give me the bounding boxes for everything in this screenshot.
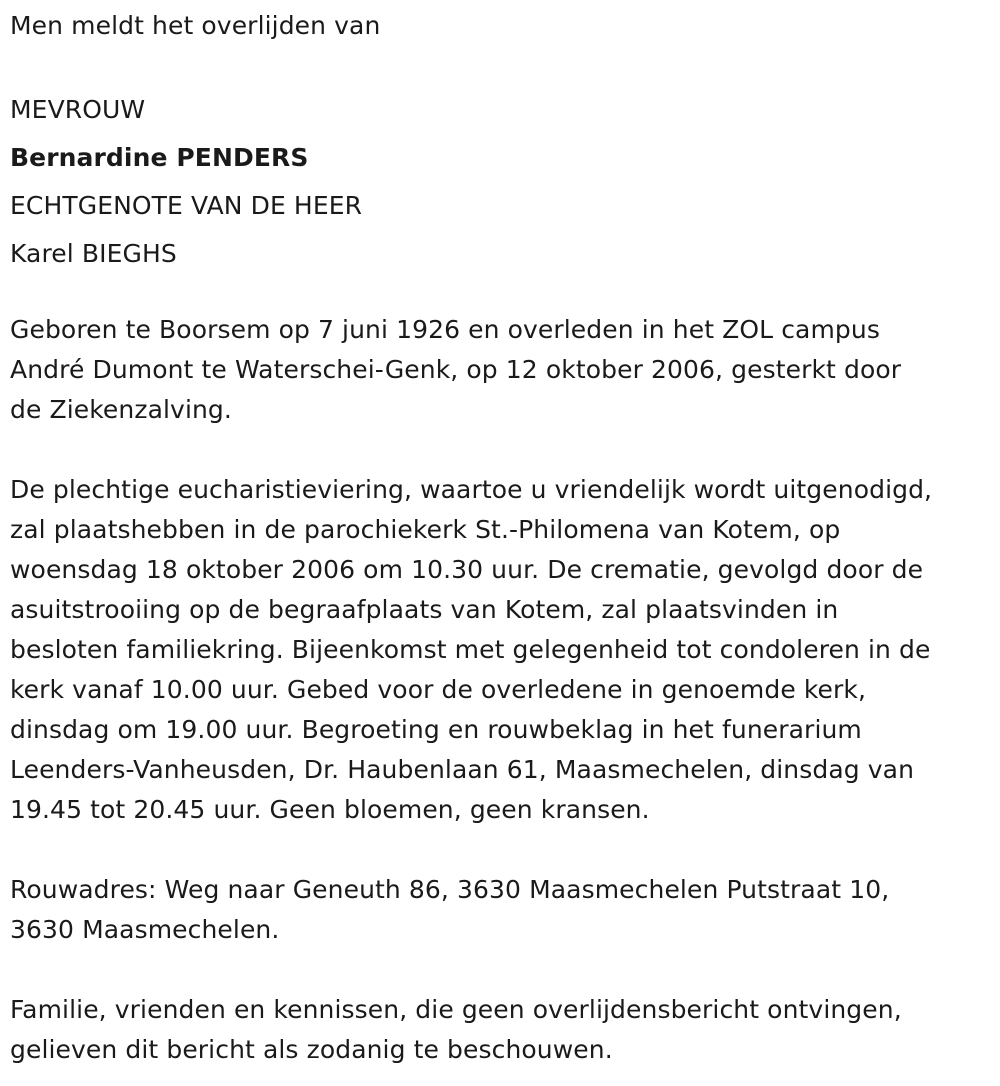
paragraph-line: besloten familiekring. Bijeenkomst met gelegenheid tot condoleren in de <box>10 635 931 664</box>
spacer <box>10 950 995 990</box>
paragraph-line: De plechtige eucharistieviering, waartoe u vriendelijk wordt uitgenodigd, <box>10 475 933 504</box>
spacer <box>10 46 995 86</box>
paragraph-line: Geboren te Boorsem op 7 juni 1926 en overleden in het ZOL campus <box>10 315 880 344</box>
deceased-title: MEVROUW <box>10 95 146 124</box>
paragraph-line: Rouwadres: Weg naar Geneuth 86, 3630 Maasmechelen Putstraat 10, <box>10 875 890 904</box>
deceased-name: Bernardine PENDERS <box>10 143 309 172</box>
paragraph-line: woensdag 18 oktober 2006 om 10.30 uur. De crematie, gevolgd door de <box>10 555 924 584</box>
closing-paragraph <box>10 990 995 1070</box>
paragraph-line: Leenders-Vanheusden, Dr. Haubenlaan 61, Maasmechelen, dinsdag van <box>10 755 915 784</box>
paragraph-line: 3630 Maasmechelen. <box>10 915 280 944</box>
birth-death-paragraph <box>10 310 995 430</box>
paragraph-line: dinsdag om 19.00 uur. Begroeting en rouwbeklag in het funerarium <box>10 715 862 744</box>
address-paragraph <box>10 870 995 950</box>
paragraph-line: Familie, vrienden en kennissen, die geen overlijdensbericht ontvingen, <box>10 995 902 1024</box>
deceased-relation: ECHTGENOTE VAN DE HEER <box>10 191 363 220</box>
paragraph-line: asuitstrooiing op de begraafplaats van Kotem, zal plaatsvinden in <box>10 595 839 624</box>
paragraph-line: kerk vanaf 10.00 uur. Gebed voor de overledene in genoemde kerk, <box>10 675 867 704</box>
spacer <box>10 278 995 310</box>
paragraph-line: André Dumont te Waterschei-Genk, op 12 oktober 2006, gesterkt door <box>10 355 902 384</box>
paragraph-line: gelieven dit bericht als zodanig te beschouwen. <box>10 1035 613 1064</box>
spouse-name: Karel BIEGHS <box>10 239 177 268</box>
paragraph-line: 19.45 tot 20.45 uur. Geen bloemen, geen kransen. <box>10 795 650 824</box>
intro-text: Men meldt het overlijden van <box>10 11 381 40</box>
paragraph-line: zal plaatshebben in de parochiekerk St.-Philomena van Kotem, op <box>10 515 841 544</box>
ceremony-paragraph <box>10 470 995 830</box>
spacer <box>10 430 995 470</box>
spacer <box>10 830 995 870</box>
paragraph-line: de Ziekenzalving. <box>10 395 232 424</box>
death-notice <box>10 6 995 1070</box>
